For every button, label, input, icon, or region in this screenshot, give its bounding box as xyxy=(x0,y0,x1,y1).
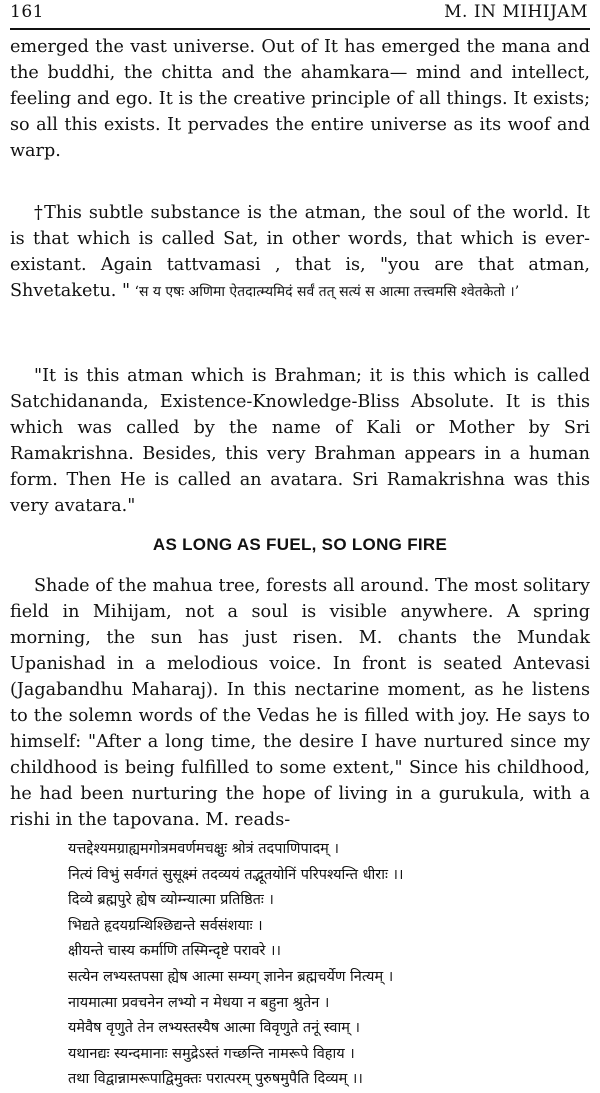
paragraph-atman-text: †This subtle substance is the atman, the soul of the world. It is that which is called Sat, in other words, that which is ever-existant. Again tattvamasi , that is, "you are that atman, Shvetaketu. " xyxy=(10,203,590,301)
sanskrit-quote: ‘स य एषः अणिमा ऐतदात्म्यमिदं सर्वं तत् सत्यं स आत्मा तत्त्वमसि श्वेतकेतो ।’ xyxy=(130,284,520,300)
paragraph-brahman: "It is this atman which is Brahman; it is this which is called Satchidananda, Existence-Knowledge-Bliss Absolute. It is this which was called by the name of Kali or Mother by Sri Ramakrishna. Besides, this very Brahman appears in a human form. Then He is called an avatara. Sri Ramakrishna was this very avatara." xyxy=(10,366,590,516)
verse-line: नित्यं विभुं सर्वगतं सुसूक्ष्मं तदव्ययं तद्भूतयोनिं परिपश्यन्ति धीराः ।। xyxy=(68,866,404,883)
paragraph-mihijam: Shade of the mahua tree, forests all around. The most solitary field in Mihijam, not a soul is visible anywhere. A spring morning, the sun has just risen. M. chants the Mundak Upanishad in a melodious voice. In front is seated Antevasi (Jagabandhu Maharaj). In this nectarine moment, as he listens to the solemn words of the Vedas he is filled with joy. He says to himself: "After a long time, the desire I have nurtured since my childhood is being fulfilled to some extent," Since his childhood, he had been nurturing the hope of living in a gurukula, with a rishi in the tapovana. M. reads- xyxy=(10,576,590,830)
sanskrit-verses xyxy=(68,837,590,1093)
verse-line: यमेवैष वृणुते तेन लभ्यस्तस्यैष आत्मा विवृणुते तनूं स्वाम् । xyxy=(68,1020,361,1037)
page-number: 161 xyxy=(10,2,44,22)
verse-line: यथानद्यः स्यन्दमानाः समुद्रेऽस्तं गच्छन्ति नामरूपे विहाय । xyxy=(68,1045,355,1062)
verse-line: भिद्यते हृदयग्रन्थिश्छिद्यन्ते सर्वसंशयाः । xyxy=(68,917,263,934)
running-title: M. IN MIHIJAM xyxy=(444,2,588,22)
paragraph-atman xyxy=(10,200,590,305)
verse-line: तथा विद्वान्नामरूपाद्विमुक्तः परात्परम् पुरुषमुपैति दिव्यम् ।। xyxy=(68,1071,363,1088)
header-rule xyxy=(10,28,590,30)
verse-line: नायमात्मा प्रवचनेन लभ्यो न मेधया न बहुना श्रुतेन । xyxy=(68,994,330,1011)
verse-line: सत्येन लभ्यस्तपसा ह्येष आत्मा सम्यग् ज्ञानेन ब्रह्मचर्येण नित्यम् । xyxy=(68,968,394,985)
verse-line: यत्तद्देश्यमग्राह्यमगोत्रमवर्णमचक्षुः श्रोत्रं तदपाणिपादम् । xyxy=(68,841,339,857)
section-heading: AS LONG AS FUEL, SO LONG FIRE xyxy=(152,535,448,554)
page-header xyxy=(10,0,590,28)
paragraph-universe: emerged the vast universe. Out of It has emerged the mana and the buddhi, the chitta and the ahamkara— mind and intellect, feeling and ego. It is the creative principle of all things. It exists; so all this exists. It pervades the entire universe as its woof and warp. xyxy=(10,37,590,161)
verse-line: दिव्ये ब्रह्मपुरे ह्येष व्योम्न्यात्मा प्रतिष्ठितः । xyxy=(68,892,274,909)
verse-line: क्षीयन्ते चास्य कर्माणि तस्मिन्दृष्टे परावरे ।। xyxy=(68,943,282,960)
